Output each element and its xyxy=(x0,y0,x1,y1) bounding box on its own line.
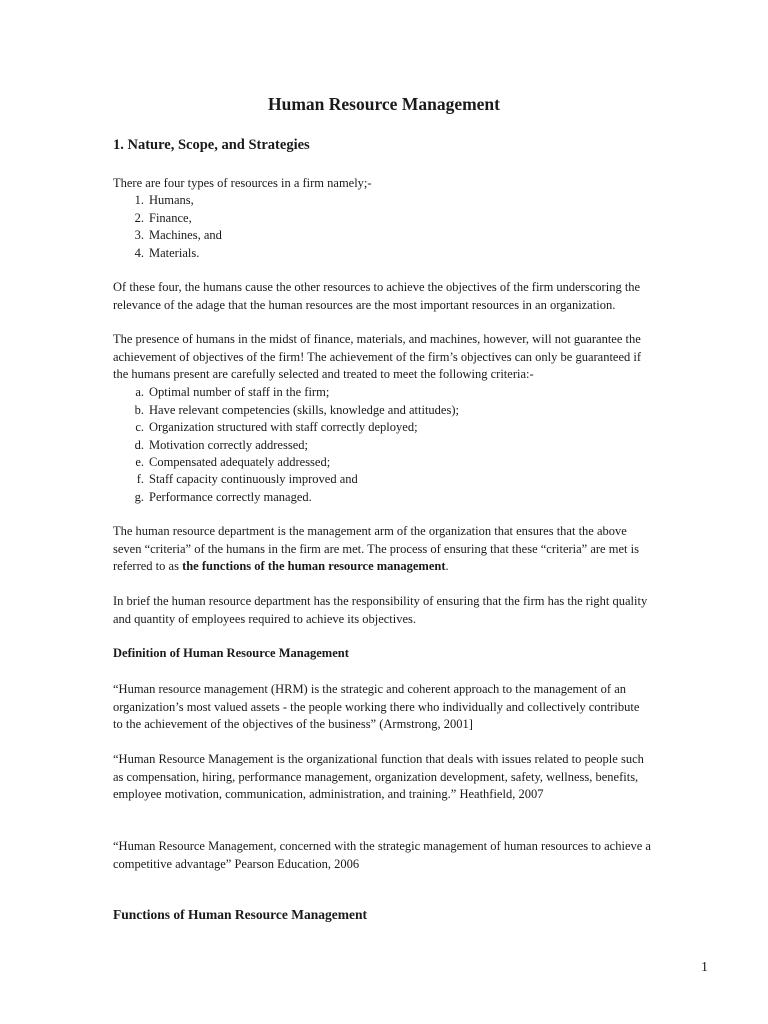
emphasis-text: the functions of the human resource management xyxy=(182,559,446,573)
paragraph-line xyxy=(113,558,723,576)
paragraph-line: the humans present are carefully selected and treated to meet the following criteria:- xyxy=(113,367,534,381)
list-text: Organization structured with staff correctly deployed; xyxy=(149,420,418,434)
list-marker: a. xyxy=(135,385,144,399)
paragraph-line: as compensation, hiring, performance management, organization development, safety, wellness, benefits, xyxy=(113,769,639,784)
paragraph xyxy=(113,523,723,576)
paragraph-line: employee motivation, communication, administration, and training.” Heathfield, 2007 xyxy=(113,787,544,801)
paragraph-line: In brief the human resource department has the responsibility of ensuring that the firm has the right quality xyxy=(113,594,648,608)
list-marker: b. xyxy=(134,402,144,417)
list-text: Humans, xyxy=(149,193,194,207)
list-text: Optimal number of staff in the firm; xyxy=(149,385,330,399)
list-marker: c. xyxy=(135,420,144,434)
paragraph-line: organization’s most valued assets - the people working there who individually and collectively contribute xyxy=(113,699,640,714)
list-text: Finance, xyxy=(149,210,192,225)
paragraph-line: “Human Resource Management is the organizational function that deals with issues related to people such xyxy=(113,752,644,766)
quote-paragraph xyxy=(113,838,723,873)
list-text: Machines, and xyxy=(149,228,222,242)
list-text: Have relevant competencies (skills, knowledge and attitudes); xyxy=(149,402,459,417)
list-text: Staff capacity continuously improved and xyxy=(149,472,358,486)
list-marker: d. xyxy=(134,437,144,452)
list-marker: f. xyxy=(136,472,144,486)
paragraph-line: achievement of objectives of the firm! The achievement of the firm’s objectives can only be guaranteed if xyxy=(113,349,642,364)
intro-text: There are four types of resources in a firm namely;- xyxy=(113,176,372,190)
paragraph-line: relevance of the adage that the human resources are the most important resources in an organization. xyxy=(113,297,616,312)
paragraph-text: . xyxy=(445,559,449,573)
paragraph-text: referred to as xyxy=(113,559,183,573)
functions-heading: Functions of Human Resource Management xyxy=(113,907,367,922)
list-marker: 2. xyxy=(134,210,144,225)
paragraph-line: seven “criteria” of the humans in the firm are met. The process of ensuring that these “criteria” are met is xyxy=(113,541,639,556)
paragraph-line: competitive advantage” Pearson Education, 2006 xyxy=(113,856,360,871)
list-marker: 3. xyxy=(134,228,144,242)
definition-heading: Definition of Human Resource Management xyxy=(113,646,349,660)
list-marker: e. xyxy=(135,455,144,469)
paragraph-line: “Human resource management (HRM) is the strategic and coherent approach to the management of an xyxy=(113,682,626,696)
list-marker: 1. xyxy=(134,193,144,207)
list-marker: g. xyxy=(134,489,144,504)
paragraph-line: “Human Resource Management, concerned with the strategic management of human resources to achieve a xyxy=(113,839,651,853)
quote-paragraph xyxy=(113,681,723,734)
paragraph-line: and quantity of employees required to achieve its objectives. xyxy=(113,611,417,626)
paragraph xyxy=(113,593,723,628)
list-text: Motivation correctly addressed; xyxy=(149,437,308,452)
list-text: Compensated adequately addressed; xyxy=(149,455,331,469)
paragraph-line: The presence of humans in the midst of finance, materials, and machines, however, will not guarantee the xyxy=(113,332,641,346)
paragraph-line: Of these four, the humans cause the other resources to achieve the objectives of the firm underscoring the xyxy=(113,280,641,294)
paragraph-line: to the achievement of the objectives of the business” (Armstrong, 2001] xyxy=(113,717,473,731)
page-number: 1 xyxy=(701,960,708,975)
list-text: Performance correctly managed. xyxy=(149,489,312,504)
list-text: Materials. xyxy=(149,245,200,260)
document-title: Human Resource Management xyxy=(267,94,500,114)
quote-paragraph xyxy=(113,751,723,804)
section-heading: 1. Nature, Scope, and Strategies xyxy=(113,137,310,153)
paragraph-line: The human resource department is the management arm of the organization that ensures that the above xyxy=(113,524,627,538)
paragraph xyxy=(113,279,723,314)
paragraph xyxy=(113,331,723,384)
list-marker: 4. xyxy=(134,245,144,260)
